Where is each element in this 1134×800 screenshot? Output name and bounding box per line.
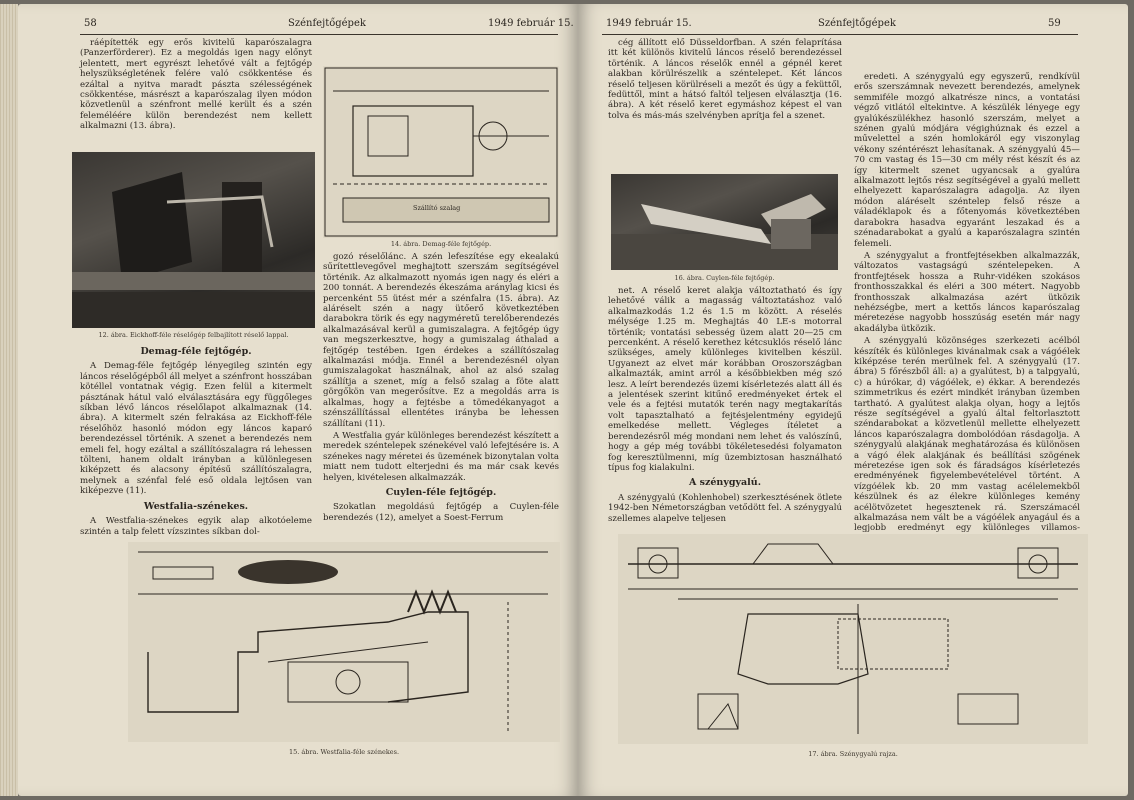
- figure-12-caption: 12. ábra. Eickhoff-féle réselőgép felbajlított réselő lappal.: [98, 331, 289, 339]
- issue-date-right: 1949 február 15.: [606, 18, 692, 29]
- paragraph: cég állított elő Düsseldorfban. A szén felaprítása itt két különös kivitelű láncos réselő berendezéssel történik. A láncos réselők ennél a gépnél keret alakban körülrészelik a széntelepet. Két láncos réselő teljesen körülréseli a mezőt és úgy a feküttől, fedüttől, mint a hátsó faltól teljesen elválasztja (16. ábra). A két réselő keret egymáshoz képest el van tolva és más-más szelvényben aprítja fel a szenet.: [608, 38, 842, 121]
- left-page: [18, 4, 578, 796]
- figure-16-photo: [611, 174, 838, 270]
- right-col2: [854, 72, 1080, 598]
- figure-17-drawing: [618, 534, 1088, 744]
- issue-date-left: 1949 február 15.: [488, 18, 574, 29]
- heading-cuylen: Cuylen-féle fejtőgép.: [385, 486, 497, 498]
- cuylen-machine-photo: [611, 174, 838, 270]
- left-col2: [323, 252, 559, 525]
- heading-demag: Demag-féle fejtőgép.: [140, 346, 252, 357]
- figure-15-drawing: [128, 542, 560, 742]
- demag-machine-drawing: [323, 66, 559, 238]
- right-col1-top: [608, 38, 842, 123]
- page-number-left: 58: [84, 18, 97, 29]
- coal-plough-drawing: [618, 534, 1088, 744]
- machine-photo-illustration: [72, 152, 315, 328]
- figure-12-photo: [72, 152, 315, 328]
- paragraph: A Westfalia-szénekes egyik alap alkotóeleme szintén a talp felett vízszintes síkban dol-: [80, 516, 312, 537]
- paragraph: Szokatlan megoldású fejtőgép a Cuylen-féle berendezés (12), amelyet a Soest-Ferrum: [323, 502, 559, 523]
- figure-16-caption: 16. ábra. Cuylen-féle fejtőgép.: [674, 274, 775, 282]
- left-col1-top: [80, 38, 312, 134]
- figure-14-drawing: [323, 66, 559, 238]
- paragraph: ráépítették egy erős kivitelű kaparószalagra (Panzerförderer). Ez a megoldás igen nagy előnyt jelentett, mert egyrészt lehetővé vált a fejtőgép helyszükségletének felére való csökkentése és ezáltal a nyitva maradt pászta szélességének csökkentése, másrészt a kaparószalag ilyen módon közvetlenül a szénfront mellé került és a szén feleméléére külön berendezést nem kellett alkalmazni (13. ábra).: [80, 38, 312, 132]
- paragraph: A szénygyalut a frontfejtésekben alkalmazzák, változatos vastagságú széntelepeken. A frontfejtések hossza a Ruhr-vidéken szokásos fronthosszakkal és eléri a 300 métert. Nagyobb fronthosszak alkalmazása azért ütközik nehézségbe, mert a kettős láncos kaparószalag méretezése nagyobb hosszúság esetén már nagy akadályba ütközik.: [854, 250, 1080, 334]
- header-rule-left: [80, 34, 558, 35]
- paragraph: eredeti. A szénygyalú egy egyszerű, rendkívül erős szerszámnak nevezett berendezés, amelynek semmiféle mozgó alkatrésze nincs, a vontatási végző vitlától eltekintve. A készülék lényege egy gyalúkészülékhez hasonló szerszám, melyet a szénen gyalú módjára végighúznak és ezzel a művelettel a szén homlokáról egy viszonylag vékony széntérészt lehasítanak. A szénygyalú 45—70 cm vastag és 15—30 cm mély rést készít és az így kitermelt szenet ugyancsak a gyalúra alkalmazott lejtős rész segítségével a gyalú mellett elhelyezett kaparószalagra adagolja. Az ilyen módon aláréselt széntelep felső része a váladéklapok és a főtenyomás következtében darabokra hasadva egyaránt leszakad és a szénadarabokat a gyalú a kaparószalagra szintén felemeli.: [854, 72, 1080, 249]
- conveyor-belt-label: Szállító szalag: [413, 204, 461, 212]
- paragraph: A szénygyalú (Kohlenhobel) szerkesztésének ötlete 1942-ben Németországban vetődött fel. A szénygyalú szellemes alapelve teljesen: [608, 492, 842, 524]
- header-rule-right: [602, 34, 1078, 35]
- westfalia-plough-drawing: [128, 542, 560, 742]
- heading-szenygyalu: A szénygyalú.: [688, 477, 762, 489]
- running-title-right: Szénfejtőgépek: [818, 18, 896, 29]
- paragraph: A szénygyalú közönséges szerkezeti acélból készíték és különleges kivánalmak csak a vágóélek kiképzése terén merülnek fel. A szénygyalú (17. ábra) 5 főrészből áll: a) a gyalútest, b) a talpgyalú, c) a húrókar, d) vágóélek, e) ékkar. A berendezés szimmetrikus és ezért mindkét irányban üzemben tartható. A gyalútest alakja olyan, hogy a lejtős része segítségével a gyalú által feltorlasztott széndarabokat a közvetlenül mellette elhelyezett láncos kaparószalagra dombolódóan rásdagolja. A szénygyalú alakjának meghatározása és különösen a vágó élek alakjának és beállítási szögének méretezése igen sok és fáradságos kísérletezés eredményének figyelembevételével történt. A vízgóélek kb. 20 mm vastag acélelemekből készülnek és az élekre különleges kemény acélötvözetet hegesztenek rá. Szerszámacél alkalmazása nem vált be a vágóélek anyagául és a legjobb eredményt egy különleges villamos-: [854, 336, 1080, 534]
- figure-14-caption: 14. ábra. Demag-féle fejtőgép.: [390, 240, 492, 248]
- page-number-right: 59: [1048, 18, 1061, 29]
- running-title-left: Szénfejtőgépek: [288, 18, 366, 29]
- paragraph: A Demag-féle fejtőgép lényegileg szintén egy láncos réselőgépből áll melyet a szénfront hosszában kötéllel vontatnak végig. Ezen felül a kitermelt pásztának hátul való elválasztására egy függőleges síkban lévő láncos réselőlapot alkalmaznak (14. ábra). A kitermelt szén felrakása az Eickhoff-féle réselőhöz hasonló módon egy láncos kaparó berendezéssel történik. A szenet a berendezés nem emeli fel, hogy ezáltal a szállítószalagra rá lehessen tölteni, hanem oldalt irányban a különlegesen kiképzett és alacsony építésű szállítószalagra, melynek a szénfal felé eső oldala lejtősen van kiképezve (11).: [80, 361, 312, 497]
- left-col1-demag: [80, 342, 312, 539]
- right-page: [578, 4, 1128, 796]
- paragraph: gozó réselőlánc. A szén lefeszítése egy ekealakú sűrítettlevegővel meghajtott szerszám segítségével történik. Az alkalmazott nyomás igen nagy és eléri a 200 tonnát. A berendezés ékeszáma aránylag kicsi és percenként 55 ütést mér a szénfalra (15. ábra). Az aláréselt szén a nagy ütőerő következtében darabokra törik és egy nagyméretű terelőberendezés alkalmazásával kerül a gumiszalagra. A fejtőgép úgy van megszerkesztve, hogy a gumiszalag áthalad a fejtőgép testében. Igen érdekes a szállítószalag alkalmazási módja. Ennél a berendezésnél olyan gumiszalagokat használnak, ahol az alsó szalag szállítja a szenet, míg a felső szalag a föte alatt görgőkön van megerősítve. Ez a megoldás arra is alkalmas, hogy a fejtésbe a tömedékanyagot a szénszállítással ellentétes irányba be lehessen szállítani (11).: [323, 252, 559, 429]
- right-col1-bottom: [608, 286, 842, 526]
- heading-westfalia: Westfalia-szénekes.: [143, 500, 249, 512]
- figure-15-caption: 15. ábra. Westfalia-féle szénekes.: [288, 748, 400, 756]
- page-edges: [0, 4, 18, 796]
- paragraph: A Westfalia gyár különleges berendezést készített a meredek széntelepek szénekével való lefejtésére is. A szénekes nagy méretei és üzemének bizonytalan volta miatt nem tudott elterjedni és ma már csak kevés helyen, kivételesen alkalmazzák.: [323, 430, 559, 483]
- figure-17-caption: 17. ábra. Szénygyalú rajza.: [808, 750, 898, 758]
- paragraph: net. A réselő keret alakja változtatható és így lehetővé válik a magasság változtatáshoz való alkalmazkodás 1.2 és 1.5 m között. A réselés mélysége 1.25 m. Meghajtás 40 LE-s motorral történik; vontatási sebesség üzem alatt 20—25 cm percenként. A réselő kerethez kétcsuklós réselő lánc szükséges, amely különleges kivitelben készül. Ugyanezt az elvet már korábban Oroszországban alkalmazták, amint arról a későbbiekben még szó lesz. A leírt berendezés üzemi kísérletezés alatt áll és a jelentések szerint kitűnő eredményeket értek el vele és a fejtési mutatók terén nagy megtakarítás volt tapasztalható a fejtésjelentmény egyidejű emelkedése mellett. Végleges ítéletet a berendezésről még mondani nem lehet és valószínű, hogy a gép még további tökéletesedési folyamaton fog keresztülmenni, míg üzembiztosan használható típus fog kialakulni.: [608, 286, 842, 473]
